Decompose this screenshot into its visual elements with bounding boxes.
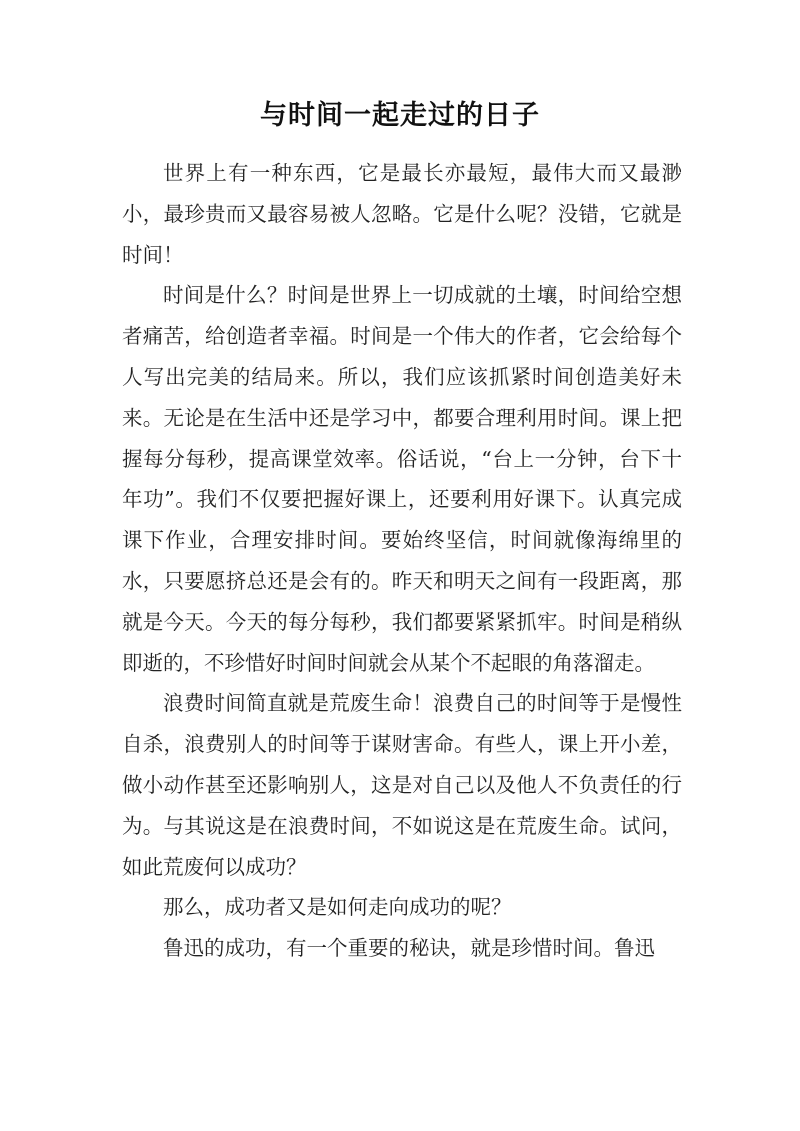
document-title: 与时间一起走过的日子 bbox=[260, 100, 540, 131]
paragraph-3: 浪费时间简直就是荒废生命！浪费自己的时间等于是慢性自杀，浪费别人的时间等于谋财害命。有些人，课上开小差，做小动作甚至还影响别人，这是对自己以及他人不负责任的行为。与其说这是在浪费时间，不如说这是在荒废生命。试问，如此荒废何以成功？ bbox=[122, 691, 682, 879]
paragraph-1: 世界上有一种东西，它是最长亦最短，最伟大而又最渺小，最珍贵而又最容易被人忽略。它是什么呢？没错，它就是时间！ bbox=[122, 161, 682, 267]
paragraph-4: 那么，成功者又是如何走向成功的呢？ bbox=[163, 895, 512, 920]
document-body bbox=[122, 153, 682, 969]
paragraph-2: 时间是什么？时间是世界上一切成就的土壤，时间给空想者痛苦，给创造者幸福。时间是一个伟大的作者，它会给每个人写出完美的结局来。所以，我们应该抓紧时间创造美好未来。无论是在生活中还是学习中，都要合理利用时间。课上把握每分每秒，提高课堂效率。俗话说，“台上一分钟，台下十年功”。我们不仅要把握好课上，还要利用好课下。认真完成课下作业，合理安排时间。要始终坚信，时间就像海绵里的水，只要愿挤总还是会有的。昨天和明天之间有一段距离，那就是今天。今天的每分每秒，我们都要紧紧抓牢。时间是稍纵即逝的，不珍惜好时间时间就会从某个不起眼的角落溜走。 bbox=[122, 283, 682, 675]
paragraph-5: 鲁迅的成功，有一个重要的秘诀，就是珍惜时间。鲁迅 bbox=[163, 936, 655, 961]
